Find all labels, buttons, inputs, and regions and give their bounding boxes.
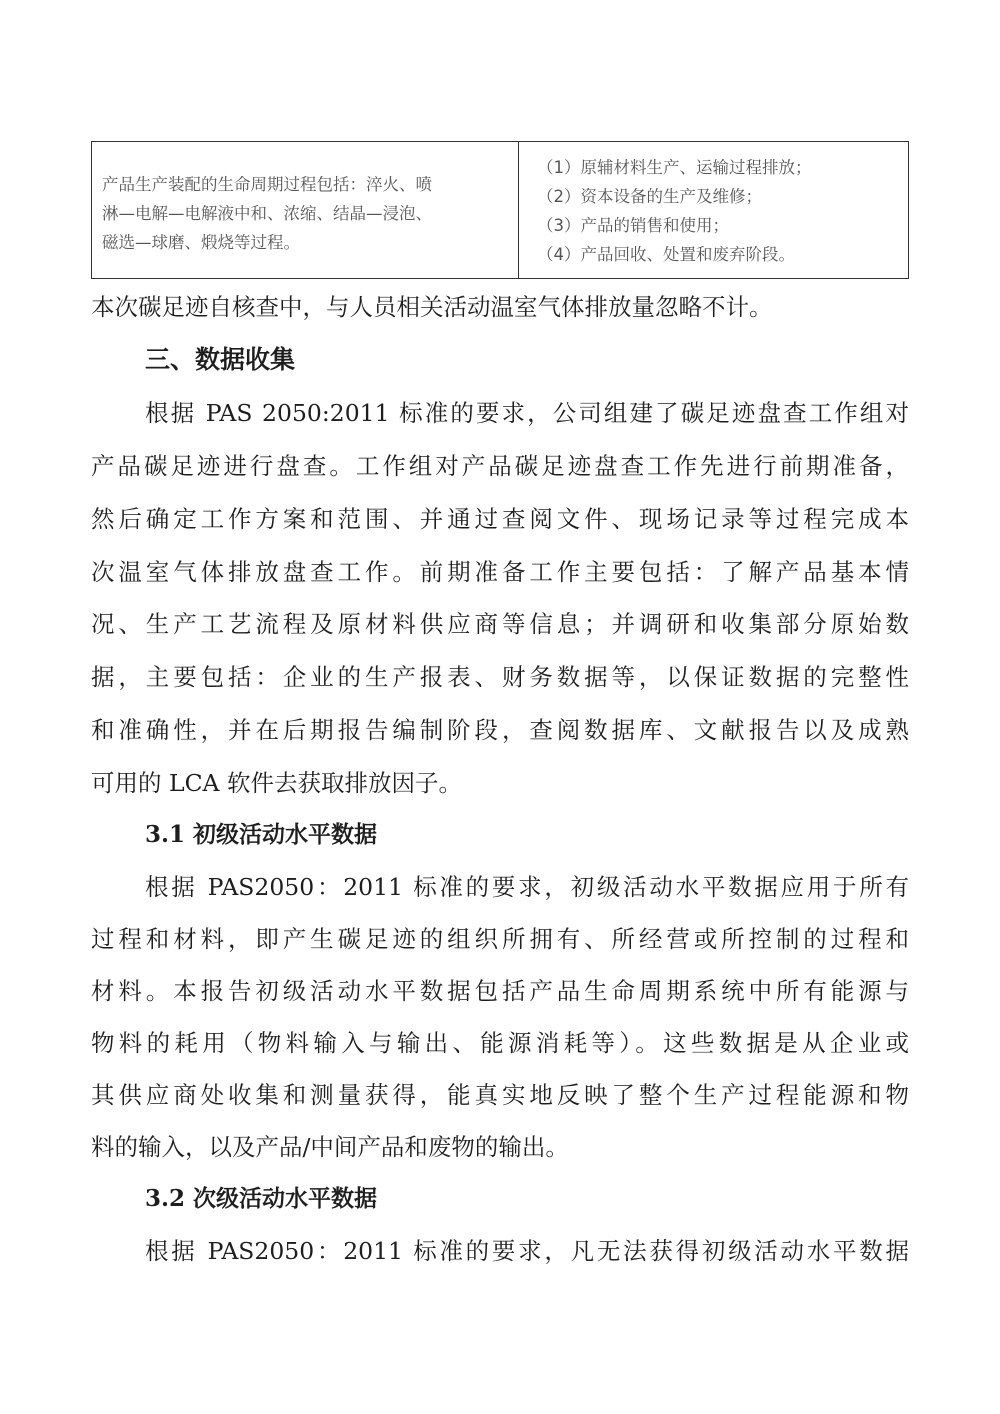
paragraph-line: 可用的 LCA 软件去获取排放因子。 (91, 769, 462, 797)
paragraph-line: 根据 PAS 2050:2011 标准的要求，公司组建了碳足迹盘查工作组对 (145, 399, 909, 427)
section-heading-data-collection: 三、数据收集 (145, 345, 296, 374)
lifecycle-process-cell (92, 142, 519, 279)
paragraph-line: 据，主要包括：企业的生产报表、财务数据等，以保证数据的完整性 (91, 663, 909, 691)
paragraph-line: 物料的耗用（物料输入与输出、能源消耗等）。这些数据是从企业或 (91, 1029, 909, 1057)
table-text-line: 磁选—球磨、煅烧等过程。 (102, 233, 300, 252)
table-row (92, 142, 909, 279)
paragraph-line: 次温室气体排放盘查工作。前期准备工作主要包括：了解产品基本情 (91, 558, 909, 586)
paragraph-line: 过程和材料，即产生碳足迹的组织所拥有、所经营或所控制的过程和 (91, 925, 909, 953)
paragraph-line: 况、生产工艺流程及原材料供应商等信息；并调研和收集部分原始数 (91, 610, 909, 638)
paragraph-line: 然后确定工作方案和范围、并通过查阅文件、现场记录等过程完成本 (91, 505, 909, 533)
table-text-line: 淋—电解—电解液中和、浓缩、结晶—浸泡、 (102, 204, 432, 223)
paragraph-line: 根据 PAS2050：2011 标准的要求，初级活动水平数据应用于所有 (145, 873, 909, 901)
table-text-line: （3）产品的销售和使用； (537, 216, 729, 235)
table-text-line: （1）原辅材料生产、运输过程排放； (537, 158, 812, 177)
paragraph-line: 和准确性，并在后期报告编制阶段，查阅数据库、文献报告以及成熟 (91, 716, 909, 744)
excluded-stages-cell (519, 142, 909, 279)
table-text-line: （4）产品回收、处置和废弃阶段。 (537, 245, 795, 264)
table-text-line: （2）资本设备的生产及维修； (537, 187, 762, 206)
section-heading-secondary-data: 3.2 次级活动水平数据 (145, 1185, 378, 1212)
paragraph-line: 料的输入，以及产品/中间产品和废物的输出。 (91, 1133, 569, 1161)
paragraph-line: 根据 PAS2050：2011 标准的要求，凡无法获得初级活动水平数据 (145, 1237, 909, 1265)
scope-table (91, 141, 909, 279)
paragraph-line: 材料。本报告初级活动水平数据包括产品生命周期系统中所有能源与 (91, 977, 909, 1005)
personnel-note: 本次碳足迹自核查中，与人员相关活动温室气体排放量忽略不计。 (91, 293, 773, 321)
paragraph-line: 其供应商处收集和测量获得，能真实地反映了整个生产过程能源和物 (91, 1081, 909, 1109)
section-heading-primary-data: 3.1 初级活动水平数据 (145, 821, 378, 848)
paragraph-line: 产品碳足迹进行盘查。工作组对产品碳足迹盘查工作先进行前期准备， (91, 452, 909, 480)
table-text-line: 产品生产装配的生命周期过程包括：淬火、喷 (102, 175, 432, 194)
